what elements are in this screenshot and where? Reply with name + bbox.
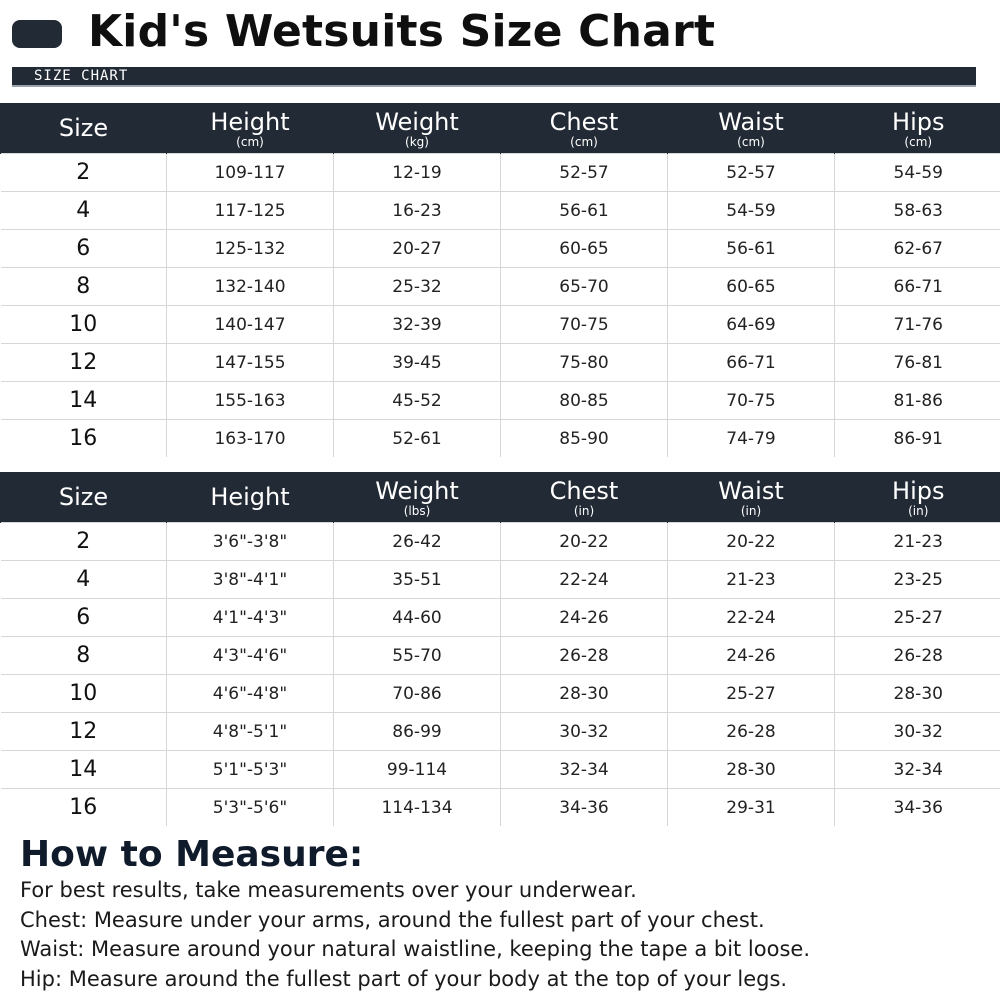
table-cell: 70-75 (668, 382, 835, 420)
table-cell: 52-57 (668, 154, 835, 192)
table-cell: 66-71 (668, 344, 835, 382)
table-cell: 125-132 (167, 230, 334, 268)
imperial-size-table (0, 472, 1000, 826)
table-cell: 28-30 (501, 675, 668, 713)
table-cell: 52-57 (501, 154, 668, 192)
table-cell: 64-69 (668, 306, 835, 344)
table-header-row (1, 472, 1000, 523)
table-cell: 24-26 (501, 599, 668, 637)
table-cell: 140-147 (167, 306, 334, 344)
column-header-height (167, 103, 334, 154)
table-row (1, 751, 1000, 789)
table-cell: 80-85 (501, 382, 668, 420)
table-cell: 74-79 (668, 420, 835, 458)
column-header-unit: (cm) (570, 134, 598, 149)
how-to-measure-heading: How to Measure: (20, 834, 364, 875)
table-row (1, 420, 1000, 458)
table-row (1, 230, 1000, 268)
size-chart-label: SIZE CHART (34, 68, 129, 84)
table-cell: 16-23 (334, 192, 501, 230)
column-header-unit: (lbs) (403, 503, 431, 518)
table-cell: 44-60 (334, 599, 501, 637)
column-header-label: Height (210, 107, 290, 136)
table-cell: 5'1"-5'3" (167, 751, 334, 789)
table-cell: 65-70 (501, 268, 668, 306)
column-header-unit: (cm) (904, 134, 933, 149)
column-header-unit: (cm) (236, 134, 264, 149)
table-cell: 76-81 (835, 344, 1000, 382)
table-cell: 3'6"-3'8" (167, 523, 334, 561)
table-row (1, 789, 1000, 827)
table-cell: 85-90 (501, 420, 668, 458)
column-header-unit: (cm) (737, 134, 765, 149)
size-cell: 16 (1, 420, 167, 458)
how-to-measure-section (20, 834, 990, 994)
table-row (1, 561, 1000, 599)
size-cell: 4 (1, 561, 167, 599)
column-header-waist (668, 472, 835, 523)
size-cell: 2 (1, 523, 167, 561)
size-cell: 10 (1, 675, 167, 713)
metric-size-table (0, 103, 1000, 457)
column-header-label: Size (58, 483, 109, 511)
table-cell: 155-163 (167, 382, 334, 420)
measure-instruction: For best results, take measurements over your underwear. (20, 878, 637, 902)
table-cell: 75-80 (501, 344, 668, 382)
table-cell: 26-28 (835, 637, 1000, 675)
table-cell: 114-134 (334, 789, 501, 827)
table-cell: 12-19 (334, 154, 501, 192)
column-header-size (1, 472, 167, 523)
column-header-waist (668, 103, 835, 154)
table-row (1, 599, 1000, 637)
table-row (1, 637, 1000, 675)
column-header-label: Waist (718, 107, 784, 136)
size-cell: 14 (1, 751, 167, 789)
table-cell: 86-99 (334, 713, 501, 751)
title-decoration (12, 20, 62, 48)
column-header-label: Height (210, 483, 290, 511)
table-row (1, 306, 1000, 344)
table-cell: 25-32 (334, 268, 501, 306)
table-cell: 56-61 (668, 230, 835, 268)
table-header-row (1, 103, 1000, 154)
column-header-unit: (in) (573, 503, 595, 518)
table-cell: 20-27 (334, 230, 501, 268)
column-header-chest (501, 472, 668, 523)
table-cell: 4'6"-4'8" (167, 675, 334, 713)
table-cell: 20-22 (668, 523, 835, 561)
table-cell: 22-24 (501, 561, 668, 599)
column-header-weight (334, 472, 501, 523)
size-cell: 16 (1, 789, 167, 827)
table-cell: 86-91 (835, 420, 1000, 458)
column-header-unit: (kg) (405, 134, 429, 149)
table-cell: 25-27 (668, 675, 835, 713)
size-cell: 8 (1, 268, 167, 306)
table-cell: 25-27 (835, 599, 1000, 637)
table-cell: 52-61 (334, 420, 501, 458)
column-header-label: Chest (549, 107, 619, 136)
table-cell: 29-31 (668, 789, 835, 827)
table-cell: 81-86 (835, 382, 1000, 420)
table-cell: 132-140 (167, 268, 334, 306)
table-cell: 28-30 (668, 751, 835, 789)
size-cell: 4 (1, 192, 167, 230)
size-cell: 12 (1, 713, 167, 751)
column-header-label: Waist (718, 476, 784, 505)
table-cell: 3'8"-4'1" (167, 561, 334, 599)
table-cell: 54-59 (835, 154, 1000, 192)
table-cell: 71-76 (835, 306, 1000, 344)
table-cell: 58-63 (835, 192, 1000, 230)
table-cell: 60-65 (668, 268, 835, 306)
table-cell: 109-117 (167, 154, 334, 192)
size-cell: 10 (1, 306, 167, 344)
table-cell: 32-39 (334, 306, 501, 344)
table-cell: 22-24 (668, 599, 835, 637)
table-row (1, 523, 1000, 561)
table-cell: 55-70 (334, 637, 501, 675)
table-cell: 23-25 (835, 561, 1000, 599)
column-header-label: Hips (892, 476, 945, 505)
table-cell: 70-75 (501, 306, 668, 344)
table-cell: 26-42 (334, 523, 501, 561)
column-header-label: Hips (892, 107, 945, 136)
table-cell: 30-32 (835, 713, 1000, 751)
table-cell: 70-86 (334, 675, 501, 713)
table-cell: 4'8"-5'1" (167, 713, 334, 751)
table-cell: 32-34 (835, 751, 1000, 789)
table-cell: 32-34 (501, 751, 668, 789)
table-row (1, 675, 1000, 713)
table-row (1, 344, 1000, 382)
column-header-weight (334, 103, 501, 154)
table-cell: 21-23 (668, 561, 835, 599)
size-chart-banner (12, 67, 976, 87)
table-row (1, 268, 1000, 306)
table-cell: 35-51 (334, 561, 501, 599)
table-cell: 54-59 (668, 192, 835, 230)
table-cell: 117-125 (167, 192, 334, 230)
column-header-unit: (in) (740, 503, 762, 518)
size-cell: 6 (1, 599, 167, 637)
column-header-chest (501, 103, 668, 154)
column-header-label: Size (58, 114, 109, 142)
table-row (1, 382, 1000, 420)
table-cell: 60-65 (501, 230, 668, 268)
size-cell: 6 (1, 230, 167, 268)
table-row (1, 154, 1000, 192)
column-header-label: Chest (549, 476, 619, 505)
table-cell: 147-155 (167, 344, 334, 382)
size-cell: 14 (1, 382, 167, 420)
column-header-label: Weight (375, 476, 459, 505)
table-cell: 20-22 (501, 523, 668, 561)
column-header-hips (835, 472, 1000, 523)
table-cell: 26-28 (668, 713, 835, 751)
measure-instruction-chest: Chest: Measure under your arms, around the fullest part of your chest. (20, 907, 765, 932)
page-title: Kid's Wetsuits Size Chart (88, 6, 716, 57)
table-cell: 34-36 (501, 789, 668, 827)
table-cell: 24-26 (668, 637, 835, 675)
column-header-unit: (in) (908, 503, 929, 518)
table-cell: 99-114 (334, 751, 501, 789)
table-cell: 56-61 (501, 192, 668, 230)
table-row (1, 713, 1000, 751)
table-cell: 45-52 (334, 382, 501, 420)
table-cell: 163-170 (167, 420, 334, 458)
table-cell: 4'3"-4'6" (167, 637, 334, 675)
table-cell: 66-71 (835, 268, 1000, 306)
table-cell: 34-36 (835, 789, 1000, 827)
size-cell: 8 (1, 637, 167, 675)
table-cell: 62-67 (835, 230, 1000, 268)
measure-instruction-hip: Hip: Measure around the fullest part of your body at the top of your legs. (20, 966, 788, 991)
table-cell: 26-28 (501, 637, 668, 675)
column-header-height (167, 472, 334, 523)
column-header-label: Weight (375, 107, 459, 136)
table-cell: 5'3"-5'6" (167, 789, 334, 827)
table-cell: 30-32 (501, 713, 668, 751)
table-cell: 28-30 (835, 675, 1000, 713)
size-cell: 2 (1, 154, 167, 192)
table-row (1, 192, 1000, 230)
size-cell: 12 (1, 344, 167, 382)
column-header-size (1, 103, 167, 154)
table-cell: 4'1"-4'3" (167, 599, 334, 637)
column-header-hips (835, 103, 1000, 154)
table-cell: 39-45 (334, 344, 501, 382)
measure-instruction-waist: Waist: Measure around your natural waistline, keeping the tape a bit loose. (20, 937, 811, 961)
table-cell: 21-23 (835, 523, 1000, 561)
